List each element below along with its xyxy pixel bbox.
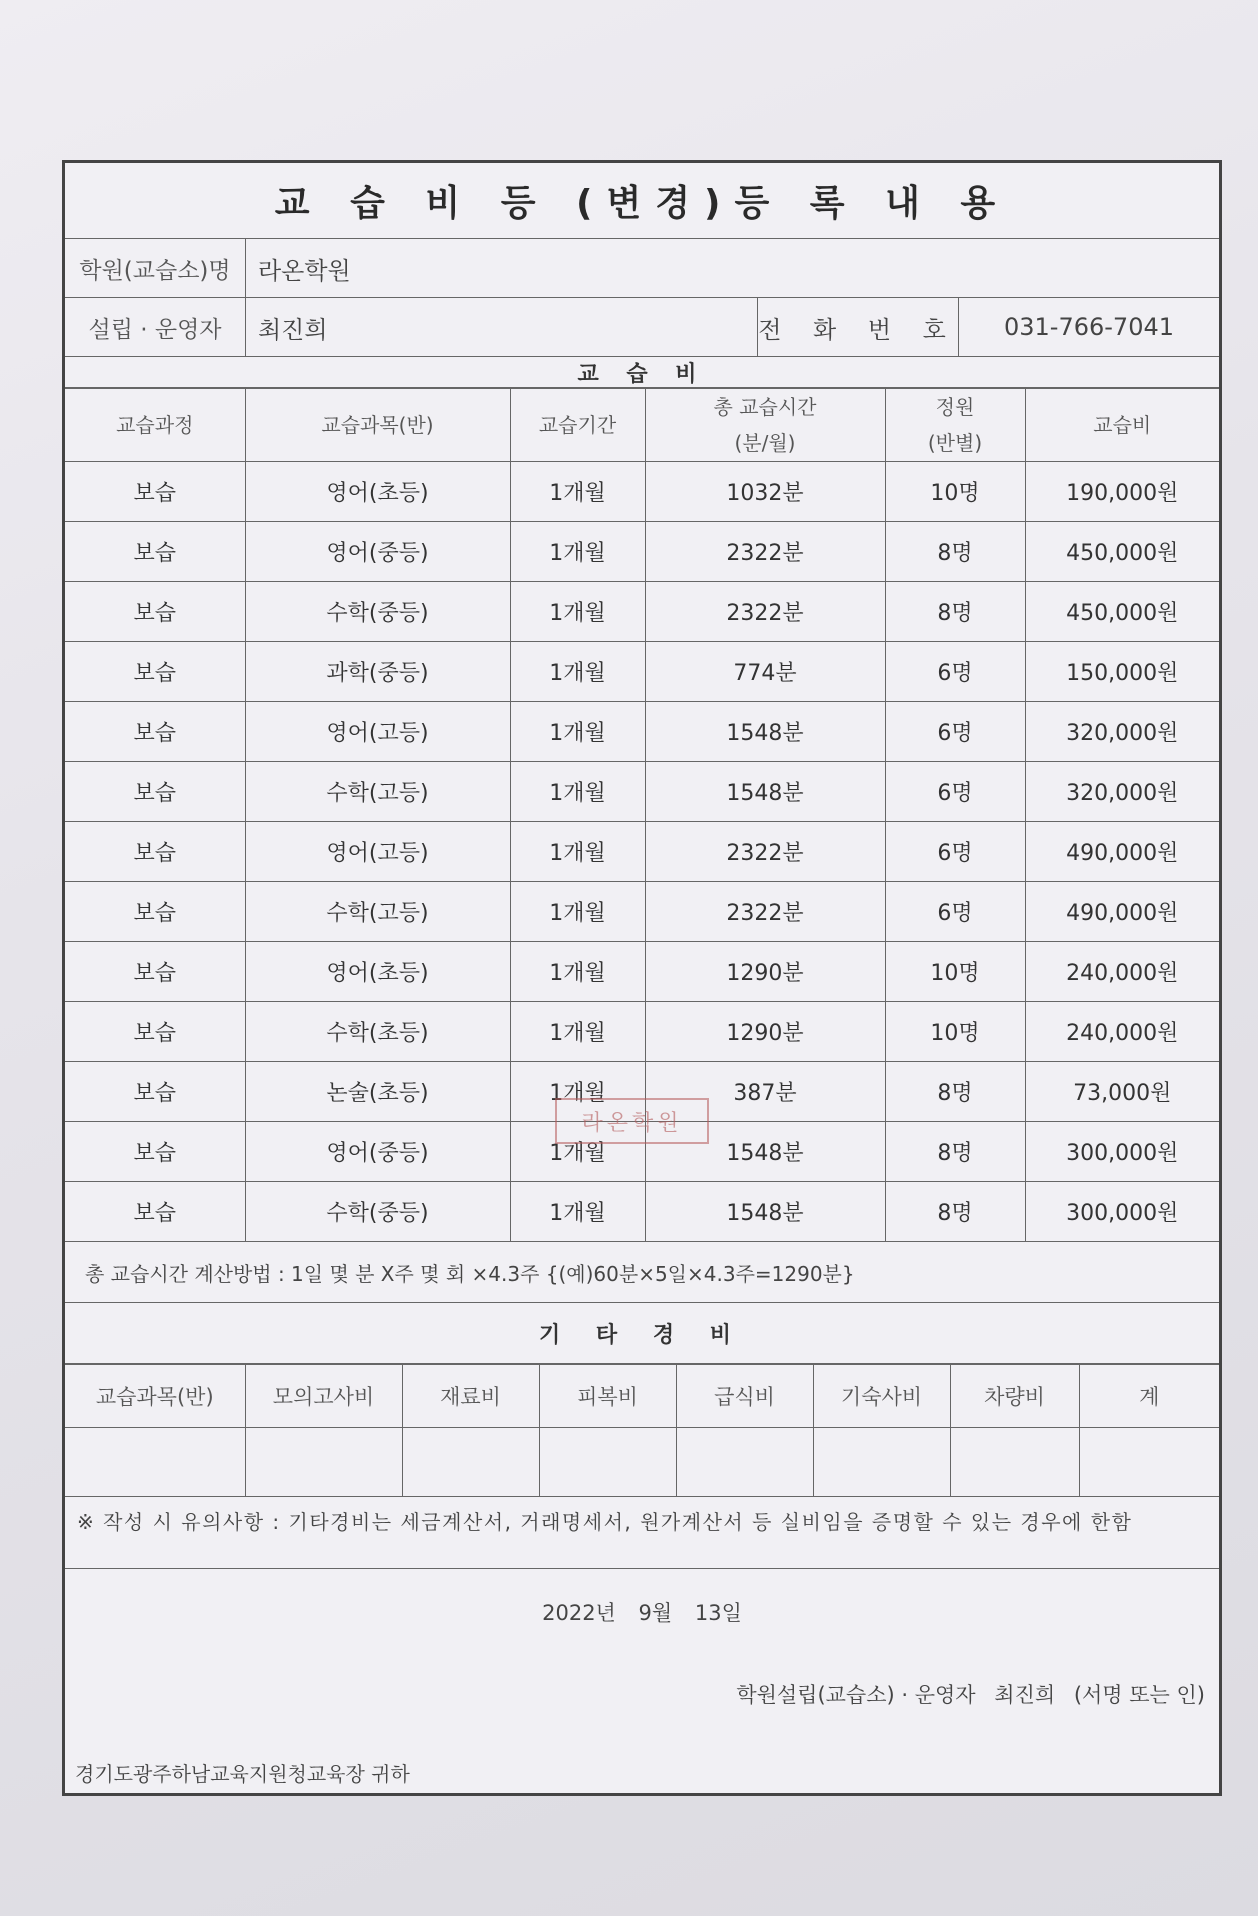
row-total-minutes: 1290분 [645,1002,885,1062]
date-year: 2022년 [542,1601,616,1625]
empty-cell [539,1428,676,1497]
row-capacity: 8명 [885,522,1025,582]
row-total-minutes: 1548분 [645,1182,885,1242]
empty-cell [1079,1428,1219,1497]
row-fee: 150,000원 [1025,642,1219,702]
row-fee: 240,000원 [1025,942,1219,1002]
tuition-section-title: 교 습 비 [65,357,1219,388]
header-period: 교습기간 [510,389,645,462]
row-subject: 영어(고등) [245,822,510,882]
row-fee: 240,000원 [1025,1002,1219,1062]
form-title: 교 습 비 등 (변경)등 록 내 용 [65,163,1219,239]
row-subject: 수학(중등) [245,582,510,642]
row-course: 보습 [65,702,245,762]
writing-notice: ※ 작성 시 유의사항 : 기타경비는 세금계산서, 거래명세서, 원가계산서 등 실비임을 증명할 수 있는 경우에 한함 [65,1497,1219,1569]
header-subject: 교습과목(반) [245,389,510,462]
row-subject: 수학(중등) [245,1182,510,1242]
row-fee: 490,000원 [1025,882,1219,942]
row-period: 1개월 [510,522,645,582]
row-fee: 320,000원 [1025,702,1219,762]
academy-name-value: 라온학원 [258,256,351,285]
row-course: 보습 [65,582,245,642]
addressee: 경기도광주하남교육지원청교육장 귀하 [75,1762,410,1786]
phone-value: 031-766-7041 [1003,313,1174,341]
row-subject: 영어(중등) [245,1122,510,1182]
row-period: 1개월 [510,642,645,702]
other-header-subject: 교습과목(반) [65,1365,245,1428]
row-capacity: 6명 [885,702,1025,762]
seal-stamp: 라온학원 [555,1098,709,1144]
row-capacity: 10명 [885,462,1025,522]
row-subject: 영어(초등) [245,942,510,1002]
tuition-row [65,882,1219,942]
row-fee: 73,000원 [1025,1062,1219,1122]
row-course: 보습 [65,1122,245,1182]
other-header-dormitory: 기숙사비 [813,1365,950,1428]
row-period: 1개월 [510,822,645,882]
empty-cell [950,1428,1079,1497]
row-capacity: 6명 [885,822,1025,882]
other-header-mock-exam: 모의고사비 [245,1365,402,1428]
header-capacity [885,389,1025,462]
row-fee: 450,000원 [1025,582,1219,642]
row-capacity: 10명 [885,1002,1025,1062]
row-capacity: 6명 [885,642,1025,702]
row-total-minutes: 2322분 [645,822,885,882]
other-header-uniform: 피복비 [539,1365,676,1428]
form-date [65,1597,1219,1627]
row-total-minutes: 1548분 [645,762,885,822]
row-period: 1개월 [510,582,645,642]
other-header-vehicle: 차량비 [950,1365,1079,1428]
row-subject: 수학(고등) [245,882,510,942]
header-fee: 교습비 [1025,389,1219,462]
row-total-minutes: 774분 [645,642,885,702]
tuition-header-row [65,389,1219,462]
row-total-minutes: 387분 [645,1062,885,1122]
row-course: 보습 [65,1182,245,1242]
header-course: 교습과정 [65,389,245,462]
row-subject: 영어(고등) [245,702,510,762]
other-expenses-empty-row [65,1428,1219,1497]
academy-name-row [65,239,1219,298]
row-capacity: 8명 [885,582,1025,642]
row-period: 1개월 [510,1122,645,1182]
row-course: 보습 [65,762,245,822]
tuition-row [65,462,1219,522]
hours-calculation-note: 총 교습시간 계산방법 : 1일 몇 분 X주 몇 회 ×4.3주 {(예)60분×5일×4.3주=1290분} [65,1242,1219,1303]
row-course: 보습 [65,882,245,942]
row-total-minutes: 1032분 [645,462,885,522]
row-fee: 190,000원 [1025,462,1219,522]
row-fee: 320,000원 [1025,762,1219,822]
row-period: 1개월 [510,702,645,762]
tuition-row [65,1002,1219,1062]
row-capacity: 8명 [885,1062,1025,1122]
row-period: 1개월 [510,942,645,1002]
other-expenses-table [65,1364,1219,1497]
row-capacity: 10명 [885,942,1025,1002]
row-fee: 300,000원 [1025,1182,1219,1242]
row-capacity: 6명 [885,882,1025,942]
row-period: 1개월 [510,1002,645,1062]
row-total-minutes: 2322분 [645,882,885,942]
empty-cell [813,1428,950,1497]
row-course: 보습 [65,1002,245,1062]
row-course: 보습 [65,642,245,702]
row-total-minutes: 2322분 [645,582,885,642]
row-course: 보습 [65,522,245,582]
row-fee: 490,000원 [1025,822,1219,882]
header-total-hours-line1: 총 교습시간 [713,395,817,419]
row-course: 보습 [65,462,245,522]
registration-form [62,160,1222,1796]
row-capacity: 8명 [885,1182,1025,1242]
row-period: 1개월 [510,882,645,942]
tuition-row [65,702,1219,762]
row-subject: 영어(초등) [245,462,510,522]
row-total-minutes: 1548분 [645,1122,885,1182]
row-course: 보습 [65,1062,245,1122]
header-total-hours [645,389,885,462]
academy-name-label: 학원(교습소)명 [65,239,246,297]
other-header-total: 계 [1079,1365,1219,1428]
signature-suffix: (서명 또는 인) [1073,1683,1205,1707]
row-capacity: 6명 [885,762,1025,822]
row-period: 1개월 [510,762,645,822]
row-fee: 300,000원 [1025,1122,1219,1182]
other-expenses-header-row [65,1365,1219,1428]
date-day: 13일 [694,1601,742,1625]
row-fee: 450,000원 [1025,522,1219,582]
row-subject: 영어(중등) [245,522,510,582]
row-course: 보습 [65,942,245,1002]
row-total-minutes: 1548분 [645,702,885,762]
row-capacity: 8명 [885,1122,1025,1182]
header-capacity-line2: (반별) [927,431,983,455]
operator-row [65,298,1219,357]
signature-line [724,1679,1205,1709]
tuition-row [65,582,1219,642]
row-subject: 과학(중등) [245,642,510,702]
tuition-row [65,1182,1219,1242]
phone-label: 전 화 번 호 [757,298,959,356]
row-period: 1개월 [510,1062,645,1122]
row-period: 1개월 [510,462,645,522]
tuition-row [65,762,1219,822]
date-month: 9월 [638,1601,673,1625]
tuition-row [65,822,1219,882]
row-subject: 수학(고등) [245,762,510,822]
empty-cell [245,1428,402,1497]
other-header-meals: 급식비 [676,1365,813,1428]
row-period: 1개월 [510,1182,645,1242]
header-total-hours-line2: (분/월) [734,431,796,455]
tuition-row [65,642,1219,702]
other-header-materials: 재료비 [402,1365,539,1428]
row-total-minutes: 2322분 [645,522,885,582]
header-capacity-line1: 정원 [935,395,975,419]
other-expenses-section-title: 기 타 경 비 [65,1303,1219,1364]
empty-cell [402,1428,539,1497]
operator-value: 최진희 [258,315,328,344]
tuition-row [65,522,1219,582]
row-course: 보습 [65,822,245,882]
empty-cell [676,1428,813,1497]
row-subject: 수학(초등) [245,1002,510,1062]
tuition-row [65,942,1219,1002]
empty-cell [65,1428,245,1497]
operator-label: 설립 · 운영자 [65,298,246,356]
row-subject: 논술(초등) [245,1062,510,1122]
signature-label: 학원설립(교습소) · 운영자 [736,1683,976,1707]
signature-name: 최진희 [994,1683,1056,1707]
row-total-minutes: 1290분 [645,942,885,1002]
